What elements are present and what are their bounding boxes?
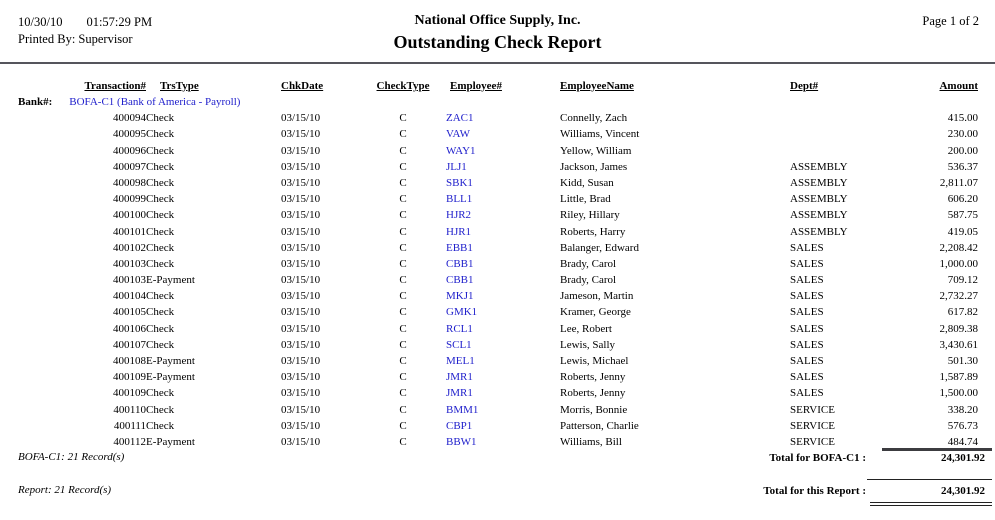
cell-dept: SALES xyxy=(790,241,824,254)
cell-employee-name: Roberts, Jenny xyxy=(560,387,626,400)
cell-amount: 576.73 xyxy=(947,419,978,432)
header-divider xyxy=(0,62,995,64)
cell-transaction: 400103 xyxy=(113,257,146,270)
cell-checktype: C xyxy=(399,371,407,384)
cell-chkdate: 03/15/10 xyxy=(281,160,321,173)
cell-dept: SALES xyxy=(790,290,824,303)
cell-chkdate: 03/15/10 xyxy=(281,290,321,303)
cell-employee-link[interactable]: HJR2 xyxy=(446,209,472,222)
cell-amount: 1,500.00 xyxy=(939,387,978,400)
cell-employee-link[interactable]: BMM1 xyxy=(446,403,479,416)
cell-employee-name: Yellow, William xyxy=(560,144,632,157)
check-table xyxy=(18,74,978,448)
cell-amount: 230.00 xyxy=(947,128,978,141)
cell-chkdate: 03/15/10 xyxy=(281,257,321,270)
table-row xyxy=(18,221,978,237)
cell-amount: 709.12 xyxy=(947,274,978,287)
cell-trstype: Check xyxy=(146,387,175,400)
cell-employee-link[interactable]: BBW1 xyxy=(446,435,477,448)
cell-dept: SERVICE xyxy=(790,435,835,448)
cell-chkdate: 03/15/10 xyxy=(281,435,321,448)
cell-transaction: 400102 xyxy=(113,241,146,254)
cell-checktype: C xyxy=(399,160,407,173)
cell-employee-name: Williams, Vincent xyxy=(560,128,640,141)
report-header xyxy=(0,13,995,53)
cell-dept: SALES xyxy=(790,387,824,400)
cell-trstype: Check xyxy=(146,257,175,270)
table-row xyxy=(18,286,978,302)
cell-amount: 536.37 xyxy=(947,160,978,173)
table-row xyxy=(18,318,978,334)
table-row xyxy=(18,124,978,140)
cell-checktype: C xyxy=(399,419,407,432)
cell-amount: 2,732.27 xyxy=(939,290,978,303)
cell-amount: 2,811.07 xyxy=(939,176,978,189)
cell-trstype: Check xyxy=(146,419,175,432)
table-row xyxy=(18,205,978,221)
cell-employee-name: Kramer, George xyxy=(560,306,631,319)
cell-checktype: C xyxy=(399,257,407,270)
cell-chkdate: 03/15/10 xyxy=(281,193,321,206)
cell-trstype: E-Payment xyxy=(146,355,195,367)
cell-dept: SALES xyxy=(790,274,824,287)
cell-chkdate: 03/15/10 xyxy=(281,176,321,189)
table-row xyxy=(18,335,978,351)
cell-employee-name: Little, Brad xyxy=(560,193,611,206)
cell-checktype: C xyxy=(399,112,407,125)
cell-dept: ASSEMBLY xyxy=(790,225,848,238)
cell-employee-name: Jackson, James xyxy=(560,160,628,173)
cell-transaction: 400108 xyxy=(113,355,146,367)
cell-transaction: 400101 xyxy=(113,225,146,238)
cell-employee-link[interactable]: MEL1 xyxy=(446,355,475,367)
bank-record-count: BOFA-C1: 21 Record(s) xyxy=(18,451,125,463)
cell-checktype: C xyxy=(399,387,407,400)
cell-transaction: 400107 xyxy=(113,338,146,351)
cell-employee-name: Jameson, Martin xyxy=(560,290,634,303)
cell-trstype: Check xyxy=(146,322,175,335)
printed-by: Printed By: Supervisor xyxy=(18,32,133,46)
cell-dept: ASSEMBLY xyxy=(790,209,848,222)
bank-total-label: Total for BOFA-C1 : xyxy=(769,452,866,464)
col-header-trstype: TrsType xyxy=(160,80,199,92)
cell-checktype: C xyxy=(399,403,407,416)
cell-trstype: E-Payment xyxy=(146,435,195,448)
cell-chkdate: 03/15/10 xyxy=(281,419,321,432)
report-total-amount: 24,301.92 xyxy=(941,485,985,497)
cell-transaction: 400109 xyxy=(113,371,146,384)
cell-trstype: Check xyxy=(146,338,175,351)
cell-checktype: C xyxy=(399,209,407,222)
cell-checktype: C xyxy=(399,338,407,351)
cell-checktype: C xyxy=(399,176,407,189)
cell-dept xyxy=(790,140,876,156)
col-header-transaction: Transaction# xyxy=(84,80,146,92)
cell-trstype: Check xyxy=(146,225,175,238)
cell-dept: ASSEMBLY xyxy=(790,176,848,189)
table-row xyxy=(18,173,978,189)
bank-label: Bank#: xyxy=(18,96,53,108)
cell-dept: ASSEMBLY xyxy=(790,160,848,173)
bank-total-amount: 24,301.92 xyxy=(941,452,985,464)
cell-amount: 606.20 xyxy=(947,193,978,206)
cell-chkdate: 03/15/10 xyxy=(281,144,321,157)
cell-transaction: 400097 xyxy=(113,160,146,173)
cell-checktype: C xyxy=(399,144,407,157)
cell-amount: 2,208.42 xyxy=(939,241,978,254)
table-row xyxy=(18,189,978,205)
cell-amount: 484.74 xyxy=(947,435,978,448)
cell-checktype: C xyxy=(399,435,407,448)
cell-dept: SERVICE xyxy=(790,419,835,432)
cell-trstype: Check xyxy=(146,193,175,206)
company-name: National Office Supply, Inc. xyxy=(414,13,581,28)
cell-employee-name: Brady, Carol xyxy=(560,257,617,270)
cell-employee-name: Riley, Hillary xyxy=(560,209,620,222)
cell-trstype: Check xyxy=(146,403,175,416)
col-header-amount: Amount xyxy=(939,80,978,92)
cell-amount: 587.75 xyxy=(947,209,978,222)
cell-chkdate: 03/15/10 xyxy=(281,322,321,335)
cell-dept: SALES xyxy=(790,338,824,351)
cell-employee-link[interactable]: MKJ1 xyxy=(446,290,474,303)
table-row xyxy=(18,157,978,173)
cell-amount: 617.82 xyxy=(947,306,978,319)
cell-checktype: C xyxy=(399,241,407,254)
cell-employee-name: Lewis, Sally xyxy=(560,338,615,351)
table-row xyxy=(18,367,978,383)
table-row xyxy=(18,238,978,254)
cell-employee-name: Williams, Bill xyxy=(560,435,622,448)
table-row xyxy=(18,383,978,399)
cell-employee-link[interactable]: EBB1 xyxy=(446,241,473,254)
report-title: Outstanding Check Report xyxy=(393,32,602,52)
cell-chkdate: 03/15/10 xyxy=(281,306,321,319)
cell-checktype: C xyxy=(399,290,407,303)
cell-trstype: Check xyxy=(146,306,175,319)
cell-chkdate: 03/15/10 xyxy=(281,403,321,416)
cell-chkdate: 03/15/10 xyxy=(281,371,321,384)
cell-chkdate: 03/15/10 xyxy=(281,241,321,254)
cell-chkdate: 03/15/10 xyxy=(281,274,321,287)
cell-dept xyxy=(790,108,876,124)
col-header-chkdate: ChkDate xyxy=(281,80,324,92)
cell-checktype: C xyxy=(399,322,407,335)
cell-amount: 501.30 xyxy=(947,355,978,367)
cell-amount: 2,809.38 xyxy=(939,322,978,335)
totals-section xyxy=(0,446,995,520)
cell-amount: 338.20 xyxy=(947,403,978,416)
cell-dept: SALES xyxy=(790,355,824,367)
cell-dept: SERVICE xyxy=(790,403,835,416)
cell-trstype: Check xyxy=(146,160,175,173)
cell-chkdate: 03/15/10 xyxy=(281,128,321,141)
cell-chkdate: 03/15/10 xyxy=(281,209,321,222)
cell-employee-name: Morris, Bonnie xyxy=(560,403,628,416)
cell-transaction: 400096 xyxy=(113,144,146,157)
cell-transaction: 400094 xyxy=(113,112,146,125)
cell-employee-link[interactable]: CBB1 xyxy=(446,274,474,287)
cell-trstype: Check xyxy=(146,176,175,189)
cell-employee-name: Roberts, Harry xyxy=(560,225,626,238)
cell-employee-link[interactable]: RCL1 xyxy=(446,322,473,335)
cell-trstype: Check xyxy=(146,144,175,157)
cell-checktype: C xyxy=(399,193,407,206)
cell-employee-link[interactable]: CBP1 xyxy=(446,419,473,432)
cell-employee-link[interactable]: HJR1 xyxy=(446,225,472,238)
cell-trstype: Check xyxy=(146,290,175,303)
col-header-dept: Dept# xyxy=(790,80,819,92)
cell-transaction: 400109 xyxy=(113,387,146,400)
cell-chkdate: 03/15/10 xyxy=(281,112,321,125)
table-row xyxy=(18,302,978,318)
report-total-rule-top xyxy=(867,479,992,480)
cell-employee-link[interactable]: CBB1 xyxy=(446,257,474,270)
cell-transaction: 400100 xyxy=(113,209,146,222)
table-row xyxy=(18,108,978,124)
cell-employee-name: Connelly, Zach xyxy=(560,112,628,125)
cell-transaction: 400112 xyxy=(113,435,146,448)
cell-transaction: 400106 xyxy=(113,322,146,335)
cell-trstype: Check xyxy=(146,241,175,254)
printed-time: 01:57:29 PM xyxy=(86,15,153,29)
cell-employee-link[interactable]: VAW xyxy=(446,128,470,141)
cell-transaction: 400099 xyxy=(113,193,146,206)
cell-trstype: Check xyxy=(146,128,175,141)
cell-chkdate: 03/15/10 xyxy=(281,355,321,367)
cell-employee-link[interactable]: GMK1 xyxy=(446,306,478,319)
cell-dept: SALES xyxy=(790,306,824,319)
cell-checktype: C xyxy=(399,225,407,238)
cell-amount: 3,430.61 xyxy=(939,338,978,351)
cell-chkdate: 03/15/10 xyxy=(281,225,321,238)
cell-employee-name: Lewis, Michael xyxy=(560,355,629,367)
col-header-checktype: CheckType xyxy=(376,80,430,92)
table-row xyxy=(18,351,978,367)
table-row xyxy=(18,140,978,156)
cell-trstype: Check xyxy=(146,209,175,222)
bank-group-row xyxy=(18,92,978,108)
cell-amount: 419.05 xyxy=(947,225,978,238)
cell-employee-link[interactable]: SCL1 xyxy=(446,338,472,351)
cell-transaction: 400098 xyxy=(113,176,146,189)
cell-checktype: C xyxy=(399,128,407,141)
cell-transaction: 400104 xyxy=(113,290,146,303)
report-record-count: Report: 21 Record(s) xyxy=(18,484,112,496)
cell-dept: SALES xyxy=(790,257,824,270)
table-row xyxy=(18,416,978,432)
table-body xyxy=(18,108,978,448)
table-row xyxy=(18,270,978,286)
cell-employee-link[interactable]: WAY1 xyxy=(446,144,476,157)
cell-employee-name: Patterson, Charlie xyxy=(560,419,639,432)
cell-trstype: E-Payment xyxy=(146,274,195,287)
cell-transaction: 400103 xyxy=(113,274,146,287)
cell-employee-link[interactable]: JMR1 xyxy=(446,387,473,400)
cell-employee-name: Roberts, Jenny xyxy=(560,371,626,384)
cell-checktype: C xyxy=(399,274,407,287)
cell-transaction: 400111 xyxy=(113,419,146,432)
cell-employee-name: Brady, Carol xyxy=(560,274,617,287)
cell-dept: SALES xyxy=(790,322,824,335)
cell-trstype: Check xyxy=(146,112,175,125)
bank-total-rule xyxy=(882,448,992,451)
table-row xyxy=(18,254,978,270)
cell-transaction: 400110 xyxy=(113,403,146,416)
cell-amount: 1,587.89 xyxy=(939,371,978,384)
cell-dept: SALES xyxy=(790,371,824,384)
cell-trstype: E-Payment xyxy=(146,371,195,384)
cell-employee-link[interactable]: JLJ1 xyxy=(446,160,467,173)
bank-name-link[interactable]: BOFA-C1 (Bank of America - Payroll) xyxy=(69,96,241,108)
cell-dept xyxy=(790,124,876,140)
column-header-row xyxy=(18,74,978,92)
report-total-rule-double xyxy=(870,502,992,506)
printed-date: 10/30/10 xyxy=(18,15,63,29)
cell-amount: 200.00 xyxy=(947,144,978,157)
col-header-employee: Employee# xyxy=(450,80,502,92)
cell-amount: 1,000.00 xyxy=(939,257,978,270)
cell-chkdate: 03/15/10 xyxy=(281,387,321,400)
col-header-employeename: EmployeeName xyxy=(560,80,634,92)
cell-employee-name: Kidd, Susan xyxy=(560,176,614,189)
cell-employee-link[interactable]: BLL1 xyxy=(446,193,473,206)
cell-employee-name: Balanger, Edward xyxy=(560,241,639,254)
cell-employee-name: Lee, Robert xyxy=(560,322,612,335)
page-number: Page 1 of 2 xyxy=(922,14,979,28)
table-row xyxy=(18,399,978,415)
cell-transaction: 400105 xyxy=(113,306,146,319)
cell-amount: 415.00 xyxy=(947,112,978,125)
cell-checktype: C xyxy=(399,355,407,367)
cell-checktype: C xyxy=(399,306,407,319)
cell-employee-link[interactable]: SBK1 xyxy=(446,176,473,189)
cell-chkdate: 03/15/10 xyxy=(281,338,321,351)
cell-employee-link[interactable]: JMR1 xyxy=(446,371,473,384)
report-total-label: Total for this Report : xyxy=(763,485,866,497)
cell-transaction: 400095 xyxy=(113,128,146,141)
cell-employee-link[interactable]: ZAC1 xyxy=(446,112,474,125)
cell-dept: ASSEMBLY xyxy=(790,193,848,206)
